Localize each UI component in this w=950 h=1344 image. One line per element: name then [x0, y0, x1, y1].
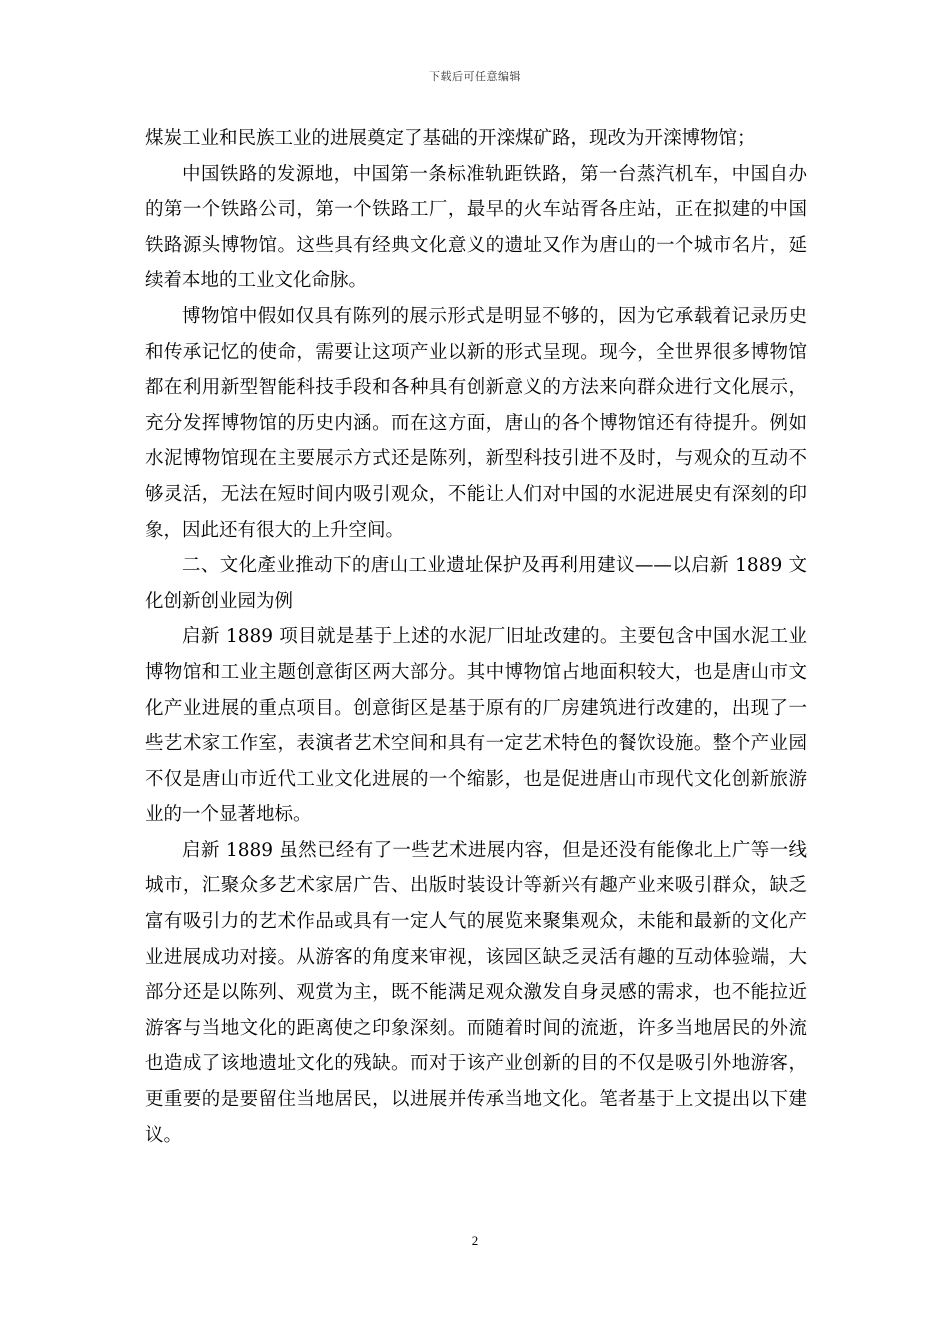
paragraph-qixin-shortcomings: 启新 1889 虽然已经有了一些艺术进展内容，但是还没有能像北上广等一线城市，汇聚众多艺术家居广告、出版时装设计等新兴有趣产业来吸引群众，缺乏富有吸引力的艺术作品或具有一定人气的展览来聚集观众，未能和最新的文化产业进展成功对接。从游客的角度来审视，该园区缺乏灵活有趣的互动体验端，大部分还是以陈列、观赏为主，既不能满足观众激发自身灵感的需求，也不能拉近游客与当地文化的距离使之印象深刻。而随着时间的流逝，许多当地居民的外流也造成了该地遗址文化的残缺。而对于该产业创新的目的不仅是吸引外地游客，更重要的是要留住当地居民，以进展并传承当地文化。笔者基于上文提出以下建议。	[145, 839, 807, 1146]
paragraph-continuation: 煤炭工业和民族工业的进展奠定了基础的开滦煤矿路，现改为开滦博物馆；	[145, 128, 756, 149]
paragraph-museum-display: 博物馆中假如仅具有陈列的展示形式是明显不够的，因为它承载着记录历史和传承记忆的使命，需要让这项产业以新的形式呈现。现今，全世界很多博物馆都在利用新型智能科技手段和各种具有创新意义的方法来向群众进行文化展示，充分发挥博物馆的历史内涵。而在这方面，唐山的各个博物馆还有待提升。例如水泥博物馆现在主要展示方式还是陈列，新型科技引进不及时，与观众的互动不够灵活，无法在短时间内吸引观众，不能让人们对中国的水泥进展史有深刻的印象，因此还有很大的上升空间。	[145, 305, 807, 541]
section-heading-two: 二、文化產业推动下的唐山工业遗址保护及再利用建议——以启新 1889 文化创新创业园为例	[145, 555, 807, 612]
page-number: 2	[471, 1233, 479, 1248]
page-header: 下载后可任意编辑	[429, 70, 521, 83]
document-body	[145, 121, 807, 1153]
paragraph-qixin-project: 启新 1889 项目就是基于上述的水泥厂旧址改建的。主要包含中国水泥工业博物馆和工业主题创意街区两大部分。其中博物馆占地面积较大，也是唐山市文化产业进展的重点项目。创意街区是基于原有的厂房建筑进行改建的，出现了一些艺术家工作室，表演者艺术空间和具有一定艺术特色的餐饮设施。整个产业园不仅是唐山市近代工业文化进展的一个缩影，也是促进唐山市现代文化创新旅游业的一个显著地标。	[145, 626, 807, 826]
paragraph-railway-origin: 中国铁路的发源地，中国第一条标准轨距铁路，第一台蒸汽机车，中国自办的第一个铁路公司，第一个铁路工厂，最早的火车站胥各庄站，正在拟建的中国铁路源头博物馆。这些具有经典文化意义的遗址又作为唐山的一个城市名片，延续着本地的工业文化命脉。	[145, 163, 807, 292]
